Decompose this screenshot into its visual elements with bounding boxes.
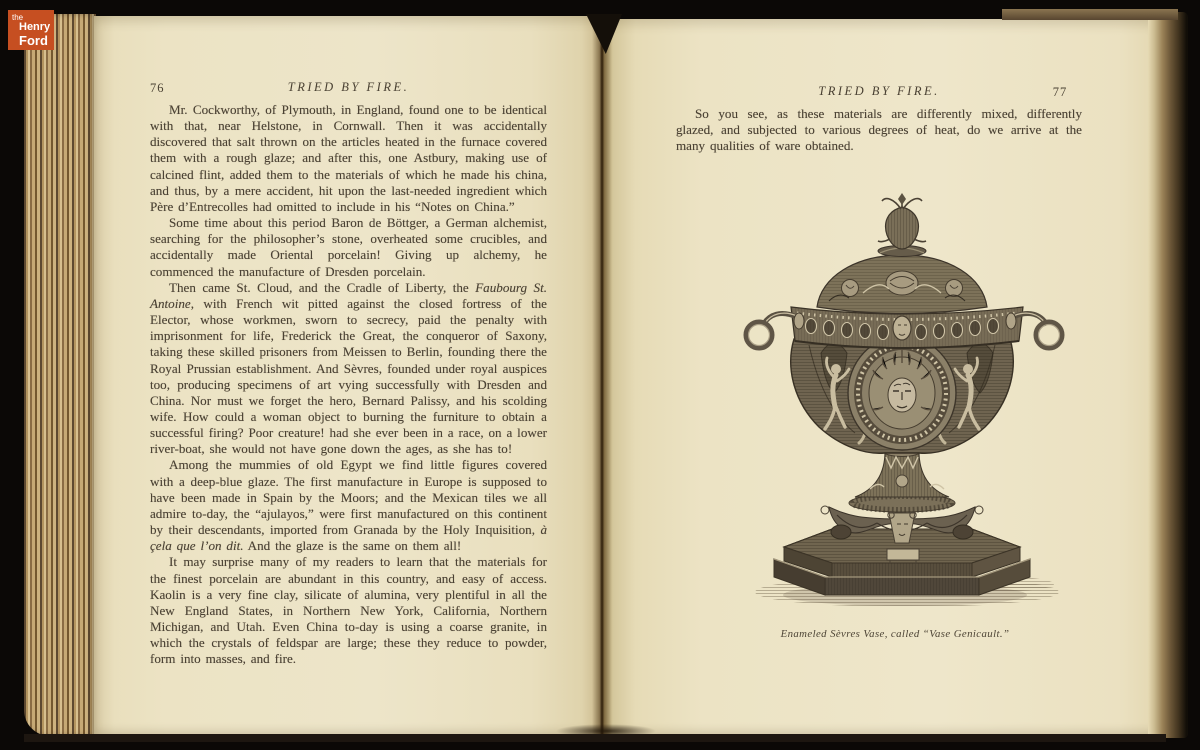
paragraph: Among the mummies of old Egypt we find little figures covered with a deep-blue glaze. The first manufacture in Europe is supposed to have been made in Spain by the Moors; and the Mexican tiles we all admire to-day, the “ajulayos,” were first manufactured on this continent by their descendants, imported from Granada by the Holy Inquisition, à çela que l’on dit. And the glaze is the same on them all! [150,457,547,554]
foot [821,494,983,543]
logo-line-the: the [12,13,24,22]
running-title-right: TRIED BY FIRE. [818,84,940,98]
running-title-left: TRIED BY FIRE. [287,80,410,94]
page-number-right: 77 [1052,85,1068,99]
bottom-cover-edge [24,734,1166,742]
logo-line-henry: Henry [19,21,51,33]
vase-engraving [737,193,1077,623]
finial [878,193,926,257]
figure-caption: Enameled Sèvres Vase, called “Vase Genicault.” [780,628,1010,640]
medallion [848,336,956,450]
bowl [791,336,1014,453]
book-gutter [592,14,612,736]
lid [817,255,987,314]
vase-figure [737,193,1077,623]
right-cover-edge [1148,12,1188,738]
paragraph: It may surprise many of my readers to learn that the materials for the finest porcelain are abundant in this country, and easy of access. Kaolin is a very fine clay, silicate of alumina, very plentiful in all the New England States, in Northern New York, California, Northern Michigan, and Utah. Even China to-day is using a coarse granite, in which the crystals of feldspar are large; these they reduce to powder, form into masses, and fire. [150,554,547,667]
left-page-stack-edge [24,14,96,736]
logo-line-ford: Ford [19,33,48,48]
paragraph: So you see, as these materials are differently mixed, differently glazed, and subjected to various degrees of heat, do we arrive at the many qualities of ware obtained. [676,106,1082,154]
top-cover-edge [1002,9,1178,20]
paragraph: Mr. Cockworthy, of Plymouth, in England, found one to be identical with that, near Helstone, in Cornwall. Then it was accidentally discovered that salt thrown on the articles heated in the furnace covered them with a rough glaze; and after this, one Astbury, making use of calcined flint, added them to the materials of which he made his china, and thus, by a mere accident, hit upon the last-needed ingredient which Père d’Entrecolles had omitted to include in his “Notes on China.” [150,102,547,214]
right-page-text [676,106,1082,154]
paragraph: Some time about this period Baron de Böttger, a German alchemist, searching for the philosopher’s stone, overheated some crucibles, and accidentally made Oriental porcelain! Giving up alchemy, he commenced the manufacture of Dresden porcelain. [150,215,547,279]
henry-ford-logo [8,10,54,50]
left-page-text [150,102,547,667]
paragraph: Then came St. Cloud, and the Cradle of Liberty, the Faubourg St. Antoine, with French wit pitted against the closed fortress of the Elector, whose workmen, sworn to secrecy, paid the penalty with imprisonment for life, Frederick the Great, the conqueror of Saxony, taking these skilled prisoners from Meissen to Berlin, founding there the Royal Prussian establishment. And Sèvres, founded under royal auspices too, producing specimens of art vying successfully with Dresden and China. Nor must we forget the hero, Bernard Palissy, and his scolding wife. How could a woman object to burning the furniture to obtain a successful firing? Poor creature! had she ever been in a race, on a lower river-boat, she would not have gone down the ages, as she has to! [150,279,547,457]
page-number-left: 76 [150,81,165,95]
